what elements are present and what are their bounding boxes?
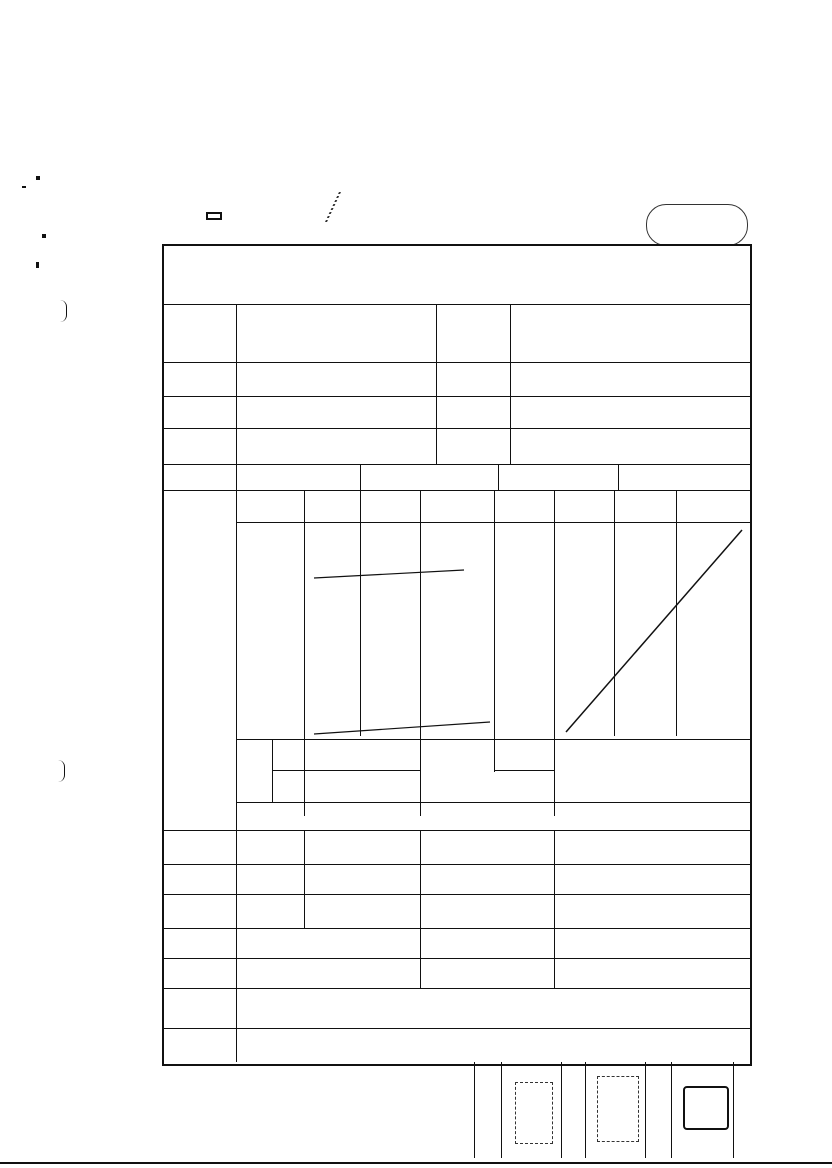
divider xyxy=(494,490,495,772)
divider xyxy=(436,362,437,428)
scribble-mark-icon xyxy=(325,192,385,222)
divider xyxy=(164,988,750,989)
speck-mark xyxy=(36,176,40,180)
divider xyxy=(164,396,750,397)
divider xyxy=(164,1028,750,1029)
cancel-stroke-icon xyxy=(304,556,494,740)
speck-mark xyxy=(42,234,46,238)
official-stamp xyxy=(528,202,756,248)
divider xyxy=(164,864,750,865)
speck-mark xyxy=(58,760,65,782)
divider xyxy=(498,464,499,490)
divider xyxy=(236,522,750,523)
seal-stamp-icon xyxy=(683,1086,729,1130)
divider xyxy=(510,362,511,464)
divider xyxy=(420,830,421,928)
divider xyxy=(236,304,237,1062)
speck-mark xyxy=(22,186,26,188)
divider xyxy=(164,928,750,929)
divider xyxy=(618,464,619,490)
signature-stamp-icon xyxy=(515,1082,553,1144)
divider xyxy=(436,304,437,362)
signature-stamp-icon xyxy=(597,1076,639,1142)
divider xyxy=(645,1062,646,1158)
speck-mark xyxy=(36,262,39,268)
divider xyxy=(360,464,361,490)
divider xyxy=(436,428,437,464)
divider xyxy=(164,464,750,465)
divider xyxy=(671,1062,672,1158)
divider xyxy=(554,830,555,928)
detail-back-stamp xyxy=(206,212,222,220)
divider xyxy=(510,304,511,362)
bottom-edge-line xyxy=(0,1162,832,1164)
divider xyxy=(561,1062,562,1158)
divider xyxy=(501,1062,502,1158)
divider xyxy=(164,362,750,363)
divider xyxy=(164,428,750,429)
divider xyxy=(164,490,750,491)
divider xyxy=(164,894,750,895)
permit-form xyxy=(162,244,752,1066)
divider xyxy=(494,770,554,771)
divider xyxy=(164,958,750,959)
divider xyxy=(236,802,750,803)
divider xyxy=(304,830,305,928)
cancel-diagonal-icon xyxy=(554,526,750,736)
bottom-stamp-area xyxy=(474,1062,734,1158)
divider xyxy=(236,739,750,740)
speck-mark xyxy=(60,300,67,322)
stamp-oval-icon xyxy=(646,204,748,246)
divider xyxy=(272,770,420,771)
divider xyxy=(164,830,750,831)
divider xyxy=(164,304,750,305)
divider xyxy=(585,1062,586,1158)
